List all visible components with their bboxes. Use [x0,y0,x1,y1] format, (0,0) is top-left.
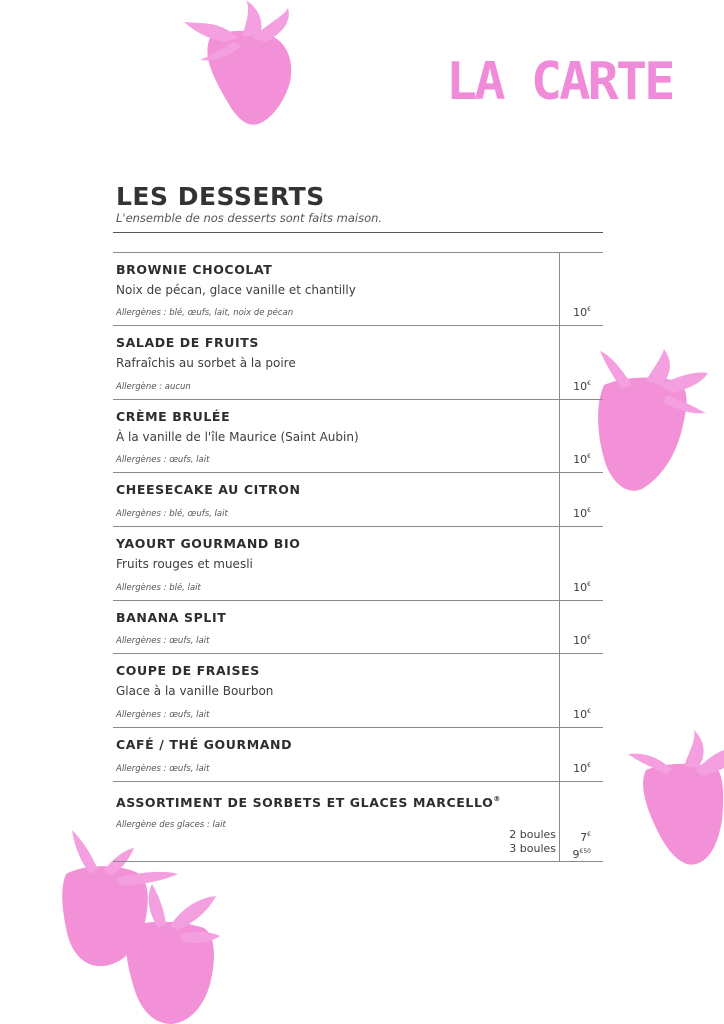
scoop-prices [573,828,591,862]
menu-item-allergens: Allergènes : œufs, lait [116,636,210,646]
menu-row [113,473,603,527]
menu-item-price: 10€ [573,380,591,393]
menu-item-price-cell [560,326,603,399]
menu-item-allergens: Allergènes : œufs, lait [116,455,210,465]
menu-item-allergens: Allergènes : blé, lait [116,583,201,593]
scoop-option-label: 3 boules [509,842,556,855]
menu-item-description: À la vanille de l'île Maurice (Saint Aubin) [116,430,359,444]
dessert-menu-table [113,252,603,862]
menu-item-price: 10€ [573,306,591,319]
menu-item-price-cell [560,601,603,653]
menu-item-allergens: Allergènes : œufs, lait [116,764,210,774]
menu-item-description: Fruits rouges et muesli [116,557,253,571]
menu-row-sorbets [113,782,603,862]
menu-item-name: ASSORTIMENT DE SORBETS ET GLACES MARCELLO® [116,795,501,810]
menu-item-allergens: Allergènes : blé, œufs, lait, noix de pécan [116,308,294,318]
menu-row [113,527,603,601]
menu-item-price: 10€ [573,453,591,466]
scoop-option-price: 7€ [580,831,591,844]
menu-item-price-cell [560,728,603,781]
menu-item-info [113,326,560,399]
menu-item-info [113,400,560,472]
menu-item-price-cell [560,527,603,600]
menu-item-price-cell [560,253,603,325]
menu-item-price: 10€ [573,507,591,520]
menu-item-price: 10€ [573,634,591,647]
menu-item-name: SALADE DE FRUITS [116,335,259,350]
menu-item-info [113,601,560,653]
menu-item-name: BROWNIE CHOCOLAT [116,262,273,277]
menu-item-allergens: Allergène des glaces : lait [116,820,226,830]
menu-item-name: COUPE DE FRAISES [116,663,260,678]
menu-item-name: CRÈME BRULÉE [116,409,231,424]
menu-item-allergens: Allergène : aucun [116,382,191,392]
menu-item-price: 10€ [573,762,591,775]
menu-item-allergens: Allergènes : blé, œufs, lait [116,509,228,519]
strawberry-top-icon [180,0,300,130]
menu-item-info [113,654,560,727]
menu-item-name: BANANA SPLIT [116,610,227,625]
brand-title: LA CARTE [446,52,673,112]
menu-item-description: Noix de pécan, glace vanille et chantilly [116,283,356,297]
menu-row [113,601,603,654]
menu-item-name: CAFÉ / THÉ GOURMAND [116,737,293,752]
menu-row [113,400,603,473]
menu-item-info [113,253,560,325]
scoop-option-label: 2 boules [509,828,556,841]
menu-item-name: YAOURT GOURMAND BIO [116,536,301,551]
menu-item-price-cell [560,654,603,727]
menu-item-description: Rafraîchis au sorbet à la poire [116,356,296,370]
menu-row [113,654,603,728]
strawberry-right-icon [592,345,724,497]
menu-item-price-cell [560,473,603,526]
menu-row [113,728,603,782]
menu-item-allergens: Allergènes : œufs, lait [116,710,210,720]
menu-item-info [113,728,560,781]
menu-row [113,326,603,400]
header-divider [113,232,603,233]
menu-item-description: Glace à la vanille Bourbon [116,684,274,698]
menu-row [113,253,603,326]
menu-item-price-cell [560,782,603,861]
strawberry-right-lower-icon [626,728,724,868]
menu-item-price: 10€ [573,708,591,721]
section-subtitle: L'ensemble de nos desserts sont faits maison. [116,211,383,225]
scoop-option-price: $9^{€50}$ [572,848,591,861]
scoop-options [509,828,556,856]
menu-item-name: CHEESECAKE AU CITRON [116,482,301,497]
menu-item-info [113,473,560,526]
menu-item-info [113,527,560,600]
menu-item-price: 10€ [573,581,591,594]
section-title: LES DESSERTS [116,182,325,211]
menu-item-price-cell [560,400,603,472]
menu-item-info [113,782,560,861]
